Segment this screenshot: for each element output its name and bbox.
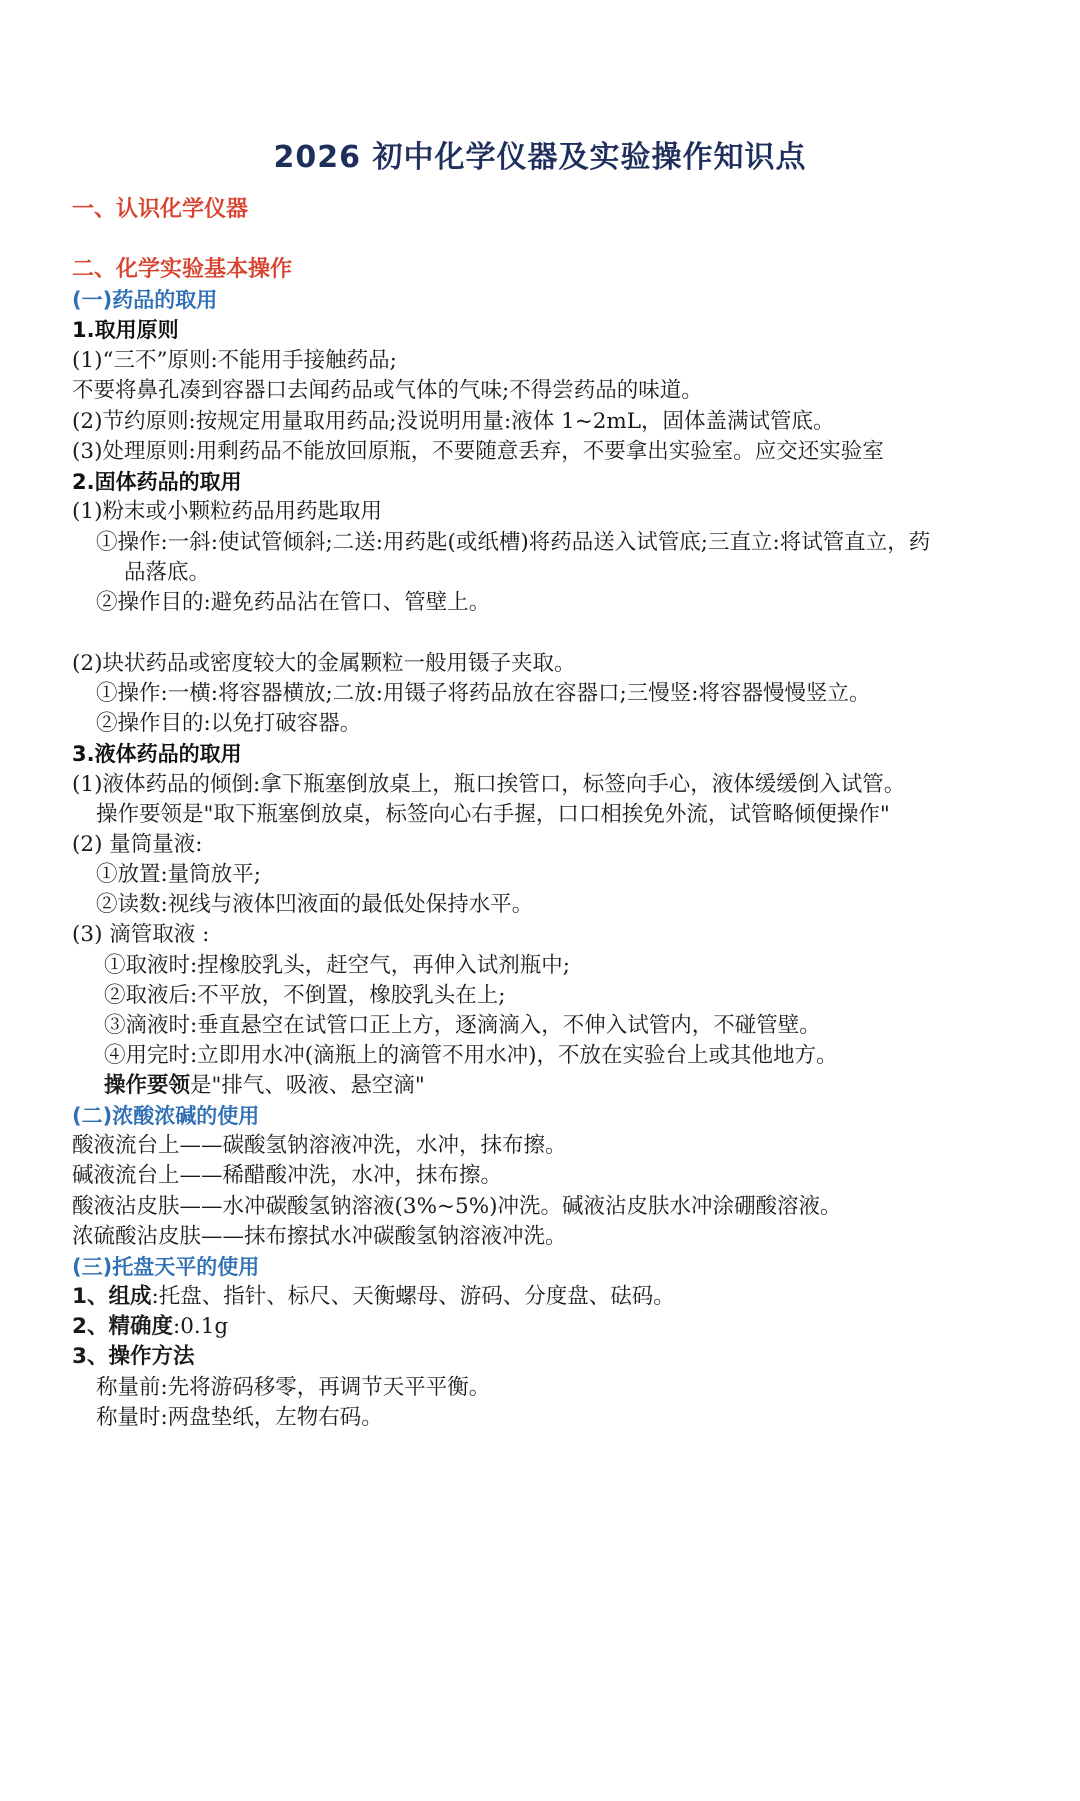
key-points-label: 操作要领 bbox=[104, 1073, 191, 1098]
text-line: (2)块状药品或密度较大的金属颗粒一般用镊子夹取。 bbox=[72, 651, 576, 676]
key-points-line bbox=[104, 1071, 425, 1101]
text-line: 称量时:两盘垫纸，左物右码。 bbox=[96, 1405, 383, 1430]
subsection-heading-taking-reagents: (一)药品的取用 bbox=[72, 288, 218, 312]
key-points-text: 是"排气、吸液、悬空滴" bbox=[190, 1073, 425, 1098]
text-line: 称量前:先将游码移零，再调节天平平衡。 bbox=[96, 1375, 491, 1400]
balance-components-line bbox=[72, 1282, 675, 1312]
text-line: (2)节约原则:按规定用量取用药品;没说明用量:液体 1~2mL，固体盖满试管底。 bbox=[72, 409, 835, 434]
text-line: (2) 量筒量液: bbox=[72, 832, 203, 857]
text-line: ②操作目的:避免药品沾在管口、管壁上。 bbox=[96, 590, 491, 615]
text-line: (1)粉末或小颗粒药品用药匙取用 bbox=[72, 499, 382, 524]
text-line: (3)处理原则:用剩药品不能放回原瓶，不要随意丢弃，不要拿出实验室。应交还实验室 bbox=[72, 439, 884, 464]
balance-method-line bbox=[72, 1342, 194, 1372]
text-line: 碱液流台上——稀醋酸冲洗，水冲，抹布擦。 bbox=[72, 1163, 503, 1188]
subsection-heading-strong-acid-base: (二)浓酸浓碱的使用 bbox=[72, 1104, 260, 1128]
text-line: ②取液后:不平放，不倒置，橡胶乳头在上; bbox=[104, 983, 506, 1008]
text-line: (3) 滴管取液 : bbox=[72, 922, 210, 947]
text-line: 酸液沾皮肤——水冲碳酸氢钠溶液(3%~5%)冲洗。碱液沾皮肤水冲涂硼酸溶液。 bbox=[72, 1194, 842, 1219]
text-line: 浓硫酸沾皮肤——抹布擦拭水冲碳酸氢钠溶液冲洗。 bbox=[72, 1224, 567, 1249]
section-heading-basic-operations: 二、化学实验基本操作 bbox=[72, 257, 293, 282]
text-line: ④用完时:立即用水冲(滴瓶上的滴管不用水冲)，不放在实验台上或其他地方。 bbox=[104, 1043, 838, 1068]
subheading-taking-principles: 1.取用原则 bbox=[72, 318, 179, 342]
text-line: 酸液流台上——碳酸氢钠溶液冲洗，水冲，抹布擦。 bbox=[72, 1133, 567, 1158]
text-line: ①放置:量筒放平; bbox=[96, 862, 261, 887]
text-line: ②读数:视线与液体凹液面的最低处保持水平。 bbox=[96, 892, 534, 917]
text-line: 操作要领是"取下瓶塞倒放桌，标签向心右手握，口口相挨免外流，试管略倾便操作" bbox=[96, 802, 890, 827]
balance-precision-text: :0.1g bbox=[172, 1314, 229, 1339]
balance-components-text: :托盘、指针、标尺、天衡螺母、游码、分度盘、砝码。 bbox=[151, 1284, 675, 1309]
balance-method-label: 3、操作方法 bbox=[72, 1344, 195, 1369]
subsection-heading-balance: (三)托盘天平的使用 bbox=[72, 1255, 260, 1279]
text-line: (1)液体药品的倾倒:拿下瓶塞倒放桌上，瓶口挨管口，标签向手心，液体缓缓倒入试管。 bbox=[72, 772, 906, 797]
text-line: ③滴液时:垂直悬空在试管口正上方，逐滴滴入，不伸入试管内，不碰管壁。 bbox=[104, 1013, 821, 1038]
balance-precision-label: 2、精确度 bbox=[72, 1314, 173, 1339]
subheading-liquid-reagents: 3.液体药品的取用 bbox=[72, 742, 242, 766]
text-line: 品落底。 bbox=[124, 560, 211, 585]
text-line: 不要将鼻孔凑到容器口去闻药品或气体的气味;不得尝药品的味道。 bbox=[72, 378, 703, 403]
balance-precision-line bbox=[72, 1312, 228, 1342]
document-title: 2026 初中化学仪器及实验操作知识点 bbox=[273, 140, 807, 175]
text-line: ②操作目的:以免打破容器。 bbox=[96, 711, 362, 736]
balance-components-label: 1、组成 bbox=[72, 1284, 152, 1309]
text-line: (1)“三不”原则:不能用手接触药品; bbox=[72, 348, 397, 373]
section-heading-instruments: 一、认识化学仪器 bbox=[72, 197, 249, 222]
subheading-solid-reagents: 2.固体药品的取用 bbox=[72, 470, 242, 494]
text-line: ①取液时:捏橡胶乳头，赶空气，再伸入试剂瓶中; bbox=[104, 953, 570, 978]
text-line: ①操作:一斜:使试管倾斜;二送:用药匙(或纸槽)将药品送入试管底;三直立:将试管直立，药 bbox=[96, 530, 931, 555]
text-line: ①操作:一横:将容器横放;二放:用镊子将药品放在容器口;三慢竖:将容器慢慢竖立。 bbox=[96, 681, 871, 706]
